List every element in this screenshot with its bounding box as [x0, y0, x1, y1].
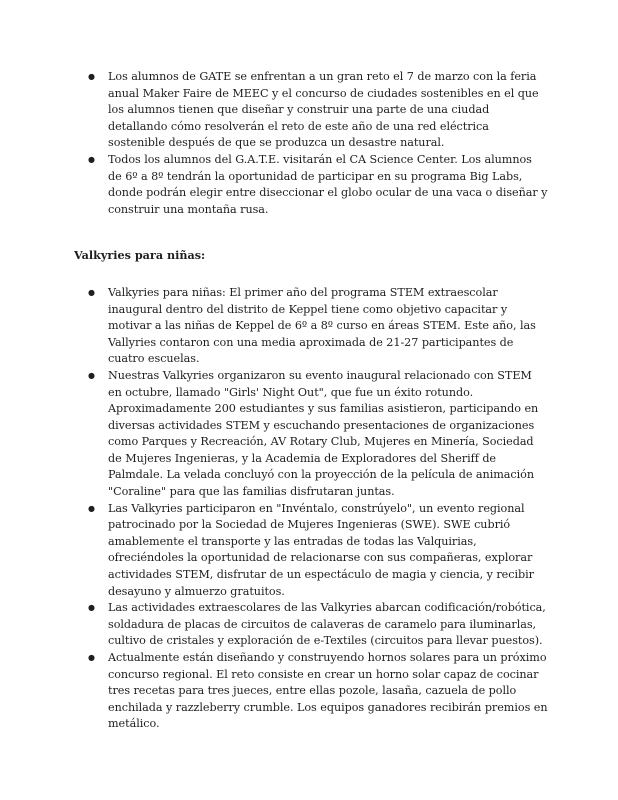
section-heading: Valkyries para niñas:: [74, 248, 206, 263]
valkyries-bullet-list: [74, 285, 548, 733]
list-item: ● Valkyries para niñas: El primer año del programa STEM extraescolar inaugural dentro del distrito de Keppel tiene como objetivo capacitar y motivar a las niñas de Keppel de 6º a 8º curso en áreas STEM. Este año, las Vallyries contaron con una media aproximada de 21-27 participantes de cuatro escuelas.: [74, 285, 548, 368]
list-item: ● Las actividades extraescolares de las Valkyries abarcan codificación/robótica, soldadura de placas de circuitos de calaveras de caramelo para iluminarlas, cultivo de cristales y exploración de e-Textiles (circuitos para llevar puestos).: [74, 600, 548, 650]
list-item: ● Las Valkyries participaron en "Invéntalo, constrúyelo", un evento regional patrocinado por la Sociedad de Mujeres Ingenieras (SWE). SWE cubrió amablemente el transporte y las entradas de todas las Valquirias, ofreciéndoles la oportunidad de relacionarse con sus compañeras, explorar actividades STEM, disfrutar de un espectáculo de magia y ciencia, y recibir desayuno y almuerzo gratuitos.: [74, 501, 548, 601]
list-item: ● Los alumnos de GATE se enfrentan a un gran reto el 7 de marzo con la feria anual Maker Faire de MEEC y el concurso de ciudades sostenibles en el que los alumnos tienen que diseñar y construir una parte de una ciudad detallando cómo resolverán el reto de este año de una red eléctrica sostenible después de que se produzca un desastre natural.: [74, 69, 548, 152]
list-item: ● Actualmente están diseñando y construyendo hornos solares para un próximo concurso regional. El reto consiste en crear un horno solar capaz de cocinar tres recetas para tres jueces, entre ellas pozole, lasaña, cazuela de pollo enchilada y razzleberry crumble. Los equipos ganadores recibirán premios en metálico.: [74, 650, 548, 733]
gate-bullet-list: [74, 69, 548, 218]
list-item: ● Nuestras Valkyries organizaron su evento inaugural relacionado con STEM en octubre, llamado "Girls' Night Out", que fue un éxito rotundo. Aproximadamente 200 estudiantes y sus familias asistieron, participando en diversas actividades STEM y escuchando presentaciones de organizaciones como Parques y Recreación, AV Rotary Club, Mujeres en Minería, Sociedad de Mujeres Ingenieras, y la Academia de Exploradores del Sheriff de Palmdale. La velada concluyó con la proyección de la película de animación "Coraline" para que las familias disfrutaran juntas.: [74, 368, 548, 501]
list-item: ● Todos los alumnos del G.A.T.E. visitarán el CA Science Center. Los alumnos de 6º a 8º tendrán la oportunidad de participar en su programa Big Labs, donde podrán elegir entre diseccionar el globo ocular de una vaca o diseñar y construir una montaña rusa.: [74, 152, 548, 218]
